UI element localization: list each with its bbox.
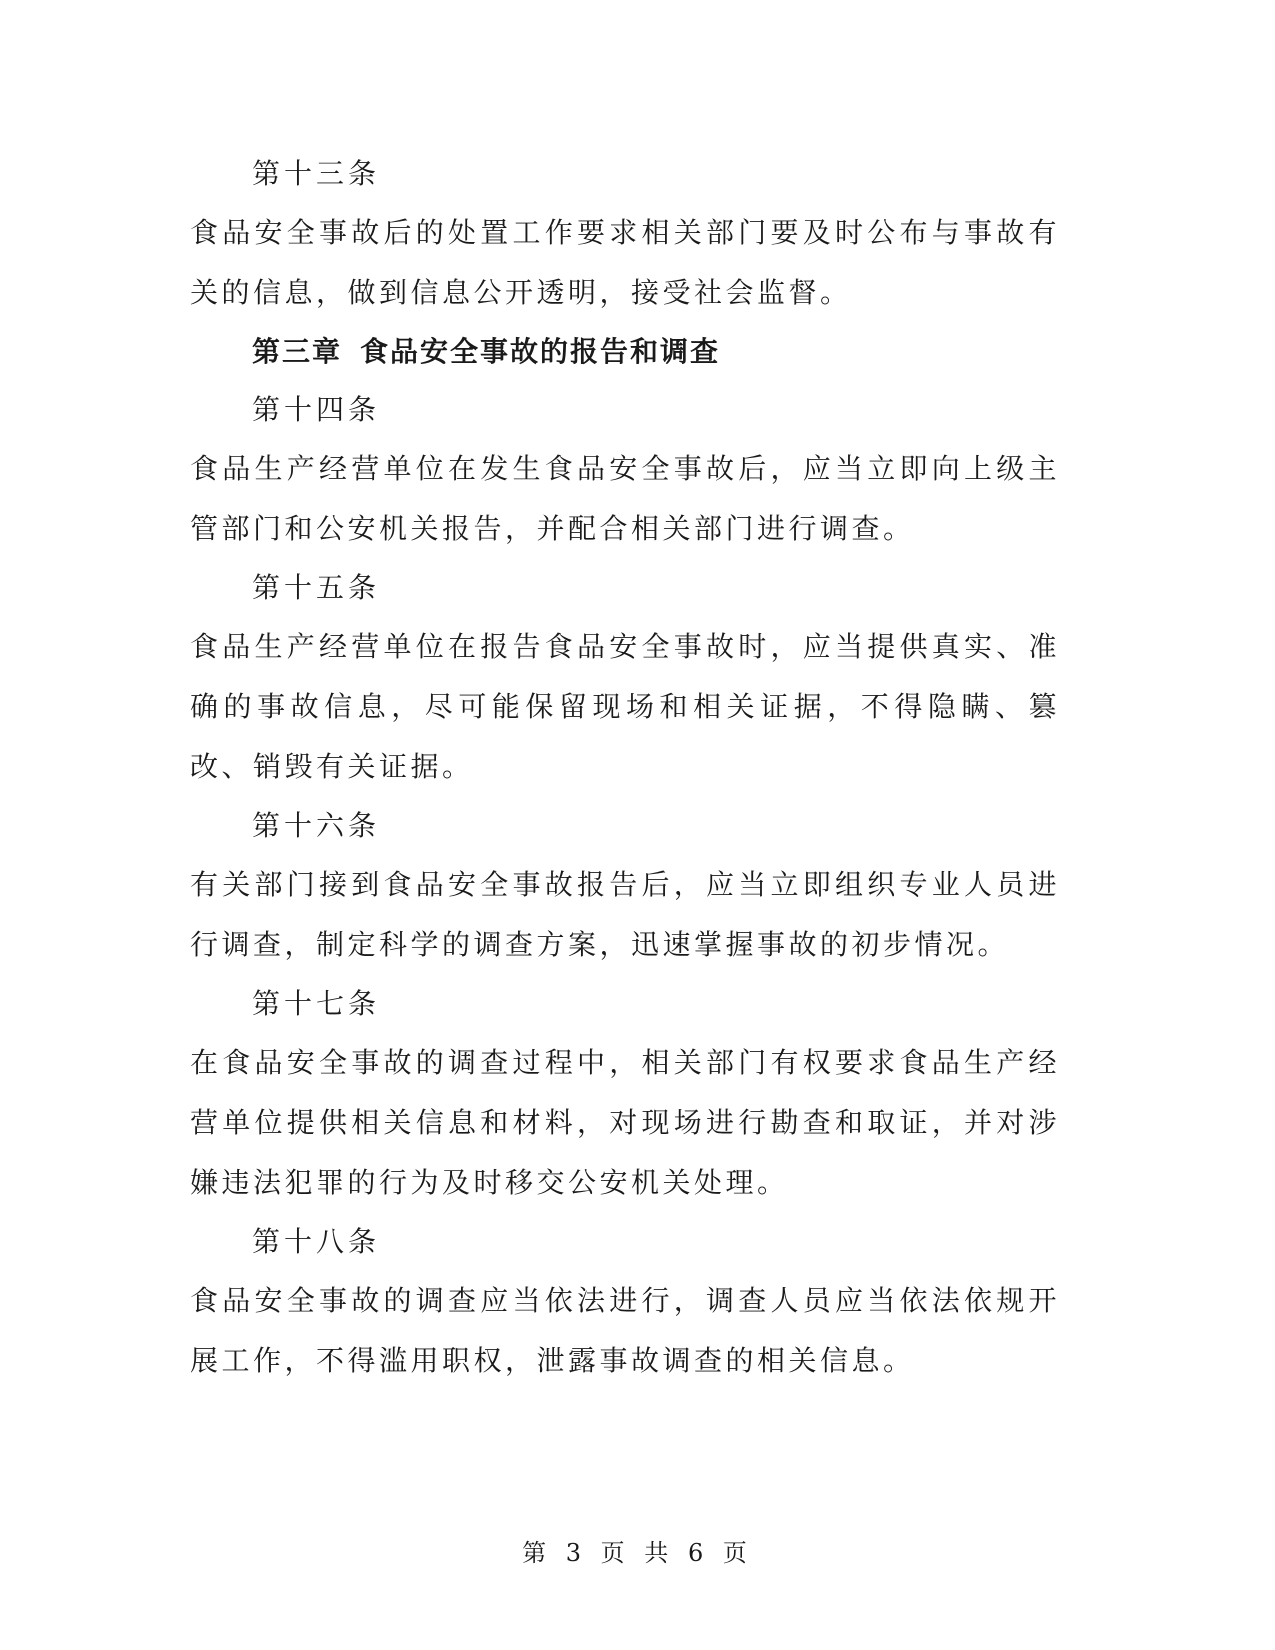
article-body-18: 食品安全事故的调查应当依法进行，调查人员应当依法依规开展工作，不得滥用职权，泄露事故调查的相关信息。 xyxy=(190,1284,1060,1377)
page-footer: 第 3 页 共 6 页 xyxy=(522,1539,753,1567)
chapter-title: 食品安全事故的报告和调查 xyxy=(360,335,721,368)
article-heading-16: 第十六条 xyxy=(252,809,381,842)
article-body-17: 在食品安全事故的调查过程中，相关部门有权要求食品生产经营单位提供相关信息和材料，对现场进行勘查和取证，并对涉嫌违法犯罪的行为及时移交公安机关处理。 xyxy=(190,1046,1060,1199)
article-body-15: 食品生产经营单位在报告食品安全事故时，应当提供真实、准确的事故信息，尽可能保留现场和相关证据，不得隐瞒、篡改、销毁有关证据。 xyxy=(190,630,1060,783)
article-body-16: 有关部门接到食品安全事故报告后，应当立即组织专业人员进行调查，制定科学的调查方案，迅速掌握事故的初步情况。 xyxy=(190,868,1060,961)
chapter-heading-3 xyxy=(190,323,1060,381)
article-body-14: 食品生产经营单位在发生食品安全事故后，应当立即向上级主管部门和公安机关报告，并配合相关部门进行调查。 xyxy=(190,452,1060,545)
article-heading-13: 第十三条 xyxy=(252,157,381,190)
chapter-number: 第三章 xyxy=(252,335,343,368)
article-heading-17: 第十七条 xyxy=(252,987,381,1020)
article-body-13: 食品安全事故后的处置工作要求相关部门要及时公布与事故有关的信息，做到信息公开透明，接受社会监督。 xyxy=(190,216,1060,309)
article-heading-15: 第十五条 xyxy=(252,571,381,604)
article-heading-18: 第十八条 xyxy=(252,1225,381,1258)
document-content xyxy=(190,145,1060,1391)
article-heading-14: 第十四条 xyxy=(252,393,381,426)
